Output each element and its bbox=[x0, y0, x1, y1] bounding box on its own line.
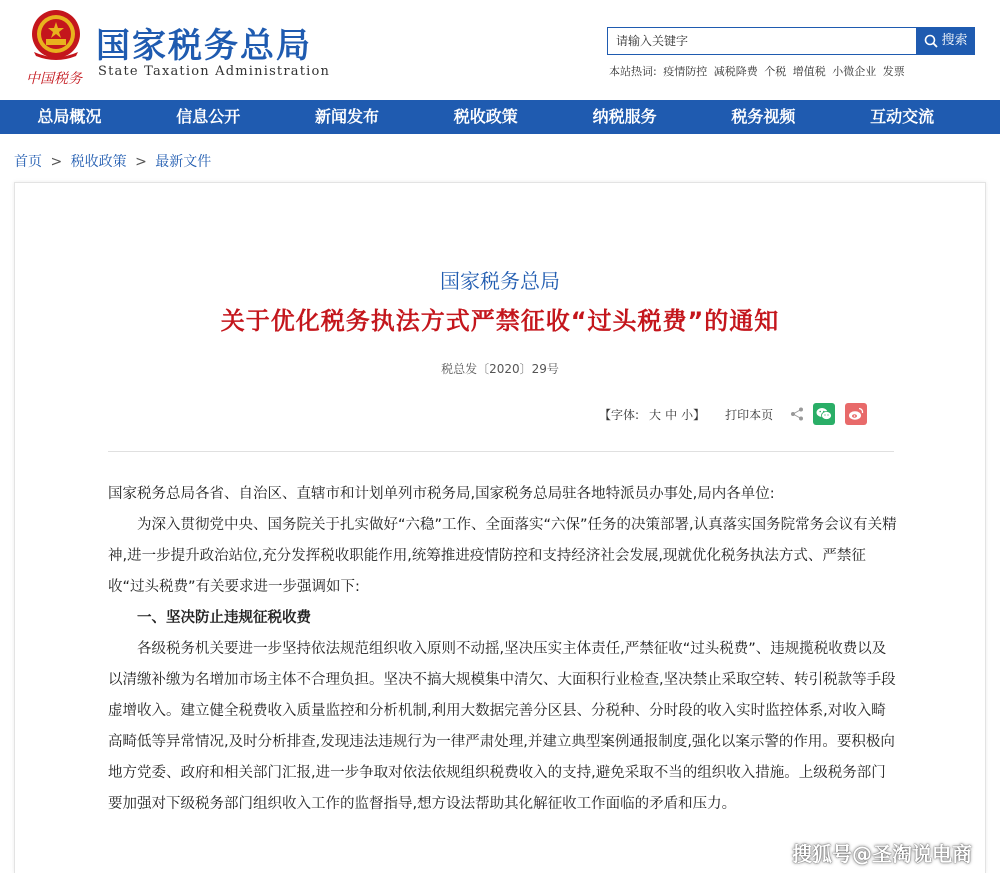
nav-item-news[interactable]: 新闻发布 bbox=[314, 107, 379, 126]
share-icon[interactable] bbox=[789, 406, 805, 422]
font-size-medium-button[interactable]: 中 bbox=[665, 407, 678, 422]
breadcrumb-home[interactable]: 首页 bbox=[14, 154, 42, 170]
breadcrumb-separator: > bbox=[50, 154, 63, 170]
site-title[interactable]: 国家税务总局 bbox=[96, 26, 312, 66]
china-tax-logo-text: 中国税务 bbox=[26, 71, 82, 87]
main-nav bbox=[0, 100, 1000, 134]
breadcrumb-separator: > bbox=[135, 154, 147, 170]
site-header bbox=[0, 0, 1000, 100]
hot-words bbox=[609, 63, 908, 79]
search-button[interactable] bbox=[917, 27, 975, 55]
national-emblem-icon[interactable] bbox=[26, 8, 86, 64]
site-subtitle: State Taxation Administration bbox=[98, 64, 331, 79]
weibo-share-icon[interactable] bbox=[845, 403, 867, 425]
hot-word[interactable]: 小微企业 bbox=[832, 65, 877, 78]
breadcrumb-tax-policy[interactable]: 税收政策 bbox=[70, 154, 127, 170]
nav-item-overview[interactable]: 总局概况 bbox=[37, 107, 102, 126]
document-divider bbox=[108, 451, 894, 452]
document-tools bbox=[599, 401, 867, 427]
search-button-label: 搜索 bbox=[941, 33, 968, 48]
document-paragraph: 为深入贯彻党中央、国务院关于扎实做好“六稳”工作、全面落实“六保”任务的决策部署,认真落实国务院常务会议有关精神,进一步提升政治站位,充分发挥税收职能作用,统筹推进疫情防控和支持经济社会发展,现就优化税务执法方式、严禁征收“过头税费”有关要求进一步强调如下: bbox=[108, 517, 897, 595]
breadcrumb-latest-files[interactable]: 最新文件 bbox=[155, 154, 212, 170]
font-size-small-button[interactable]: 小】 bbox=[681, 407, 706, 422]
sohu-watermark: 搜狐号@圣淘说电商 bbox=[792, 842, 972, 866]
document-number: 税总发〔2020〕29号 bbox=[441, 362, 559, 376]
hot-word[interactable]: 疫情防控 bbox=[663, 65, 708, 78]
font-size-large-button[interactable]: 大 bbox=[649, 407, 662, 422]
nav-item-tax-video[interactable]: 税务视频 bbox=[731, 107, 796, 126]
search-icon bbox=[924, 34, 938, 48]
document-paragraph: 各级税务机关要进一步坚持依法规范组织收入原则不动摇,坚决压实主体责任,严禁征收“过头税费”、违规揽税收费以及以清缴补缴为名增加市场主体不合理负担。坚决不搞大规模集中清欠、大面积行业检查,坚决禁止采取空转、转引税款等手段虚增收入。建立健全税费收入质量监控和分析机制,利用大数据完善分区县、分税种、分时段的收入实时监控体系,对收入畸高畸低等异常情况,及时分析排查,发现违法违规行为一律严肃处理,并建立典型案例通报制度,强化以案示警的作用。要积极向地方党委、政府和相关部门汇报,进一步争取对依法依规组织税费收入的支持,避免采取不当的组织收入措施。上级税务部门要加强对下级税务部门组织收入工作的监督指导,想方设法帮助其化解征收工作面临的矛盾和压力。 bbox=[108, 641, 896, 812]
nav-item-taxpayer-service[interactable]: 纳税服务 bbox=[592, 107, 657, 126]
document-panel bbox=[14, 182, 986, 873]
document-section-heading: 一、坚决防止违规征税收费 bbox=[137, 610, 311, 626]
hot-word[interactable]: 发票 bbox=[882, 65, 905, 78]
nav-item-tax-policy[interactable]: 税收政策 bbox=[453, 107, 518, 126]
document-salutation: 国家税务总局各省、自治区、直辖市和计划单列市税务局,国家税务总局驻各地特派员办事处,局内各单位: bbox=[108, 486, 775, 502]
hot-words-label: 本站热词: bbox=[609, 65, 657, 78]
font-size-label: 【字体: bbox=[599, 407, 640, 422]
hot-word[interactable]: 增值税 bbox=[792, 65, 826, 78]
document-title: 关于优化税务执法方式严禁征收“过头税费”的通知 bbox=[220, 307, 780, 335]
hot-word[interactable]: 减税降费 bbox=[713, 65, 758, 78]
nav-item-info-disclosure[interactable]: 信息公开 bbox=[176, 107, 241, 126]
wechat-share-icon[interactable] bbox=[813, 403, 835, 425]
print-button[interactable]: 打印本页 bbox=[725, 407, 774, 422]
breadcrumb bbox=[14, 151, 211, 171]
hot-word[interactable]: 个税 bbox=[764, 65, 787, 78]
document-org: 国家税务总局 bbox=[440, 269, 560, 293]
document-body bbox=[108, 479, 900, 820]
nav-item-interaction[interactable]: 互动交流 bbox=[870, 107, 935, 126]
search-input[interactable]: 请输入关键字 bbox=[607, 27, 917, 55]
